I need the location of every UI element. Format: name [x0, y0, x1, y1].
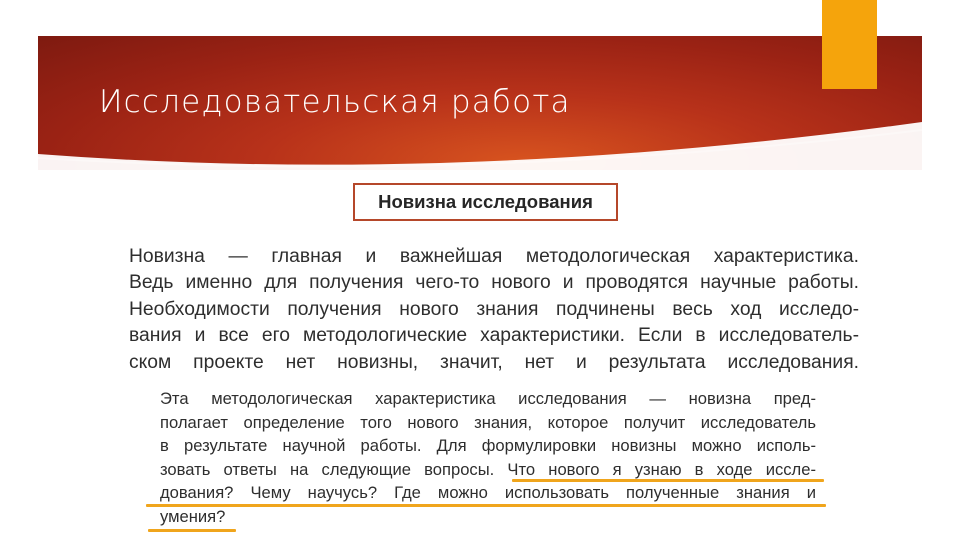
slide-title: Исследовательская работа [99, 84, 571, 120]
text-line: вания и все его методологические характеристики. Если в исследователь- [129, 325, 859, 347]
section-heading: Новизна исследования [378, 191, 593, 212]
text-line: в результате научной работы. Для формулировки новизны можно исполь- [160, 436, 816, 455]
paragraph-novelty [129, 244, 859, 376]
highlight-underline [146, 504, 826, 507]
accent-bar [822, 0, 877, 89]
text-line: зовать ответы на следующие вопросы. Что нового я узнаю в ходе иссле- [160, 459, 816, 479]
text-line: полагает определение того нового знания, которое получит исследователь [160, 412, 816, 432]
text-line: умения? [160, 506, 226, 526]
text-line: Ведь именно для получения чего-то нового и проводятся научные работы. [129, 272, 859, 294]
section-heading-box [353, 183, 618, 221]
text-line: Эта методологическая характеристика исследования — новизна пред- [160, 389, 816, 408]
text-line: Необходимости получения нового знания подчинены весь ход исследо- [129, 298, 859, 320]
text-line: Новизна — главная и важнейшая методологическая характеристика. [129, 246, 859, 267]
text-line: ском проекте нет новизны, значит, нет и результата исследования. [129, 351, 859, 373]
highlight-underline [148, 529, 236, 532]
text-line: дования? Чему научусь? Где можно использовать полученные знания и [160, 483, 816, 502]
highlight-underline [512, 479, 824, 482]
